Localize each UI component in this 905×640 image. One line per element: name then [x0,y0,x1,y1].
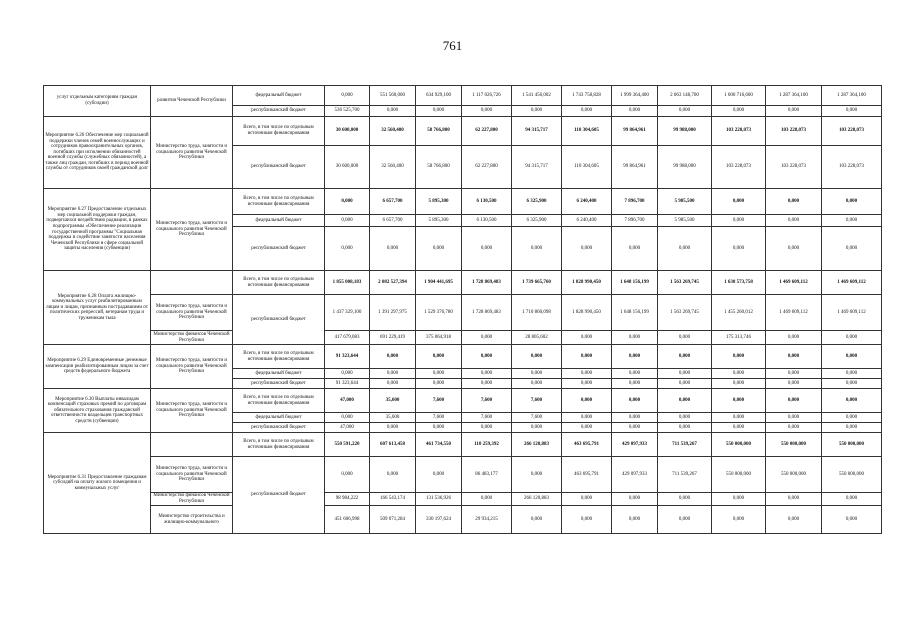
value-cell: 0,000 [612,389,658,413]
source-cell: республиканский бюджет [233,146,325,189]
value-cell: 0,000 [512,457,562,493]
value-cell: 0,000 [658,106,712,117]
value-cell: 1 728 869,483 [462,295,512,331]
value-cell: 1 743 758,828 [562,86,612,106]
value-cell: 0,000 [562,227,612,271]
value-cell: 0,000 [325,369,370,379]
value-cell: 0,000 [416,106,462,117]
executor-cell [151,433,233,457]
value-cell: 0,000 [512,379,562,389]
value-cell: 1 287 364,100 [766,86,822,106]
value-cell: 99 864,961 [612,146,658,189]
value-cell: 6 240,400 [562,215,612,227]
value-cell: 1 563 269,745 [658,295,712,331]
table-row [44,331,882,345]
value-cell: 98 984,222 [325,493,370,506]
table-row [44,457,882,493]
value-cell: 35,600 [370,413,416,423]
value-cell: 0,000 [712,189,766,215]
value-cell: 103 228,073 [712,117,766,146]
value-cell: 550 591,220 [325,433,370,457]
value-cell: 0,000 [766,189,822,215]
value-cell: 0,000 [416,227,462,271]
value-cell: 0,000 [766,423,822,433]
value-cell: 110 259,392 [462,433,512,457]
value-cell: 1 529 376,780 [416,295,462,331]
value-cell: 451 606,998 [325,506,370,534]
value-cell: 0,000 [822,189,882,215]
source-cell: Всего, в том числе по отдельным источникам финансирования [233,271,325,295]
value-cell: 0,000 [512,345,562,369]
value-cell: 1 648 156,199 [612,295,658,331]
value-cell: 0,000 [658,369,712,379]
value-cell: 0,000 [512,106,562,117]
value-cell: 1 710 860,098 [512,295,562,331]
value-cell: 0,000 [712,369,766,379]
source-cell: федеральный бюджет [233,413,325,423]
value-cell: 0,000 [612,369,658,379]
value-cell: 0,000 [712,345,766,369]
value-cell: 94 315,717 [512,146,562,189]
value-cell: 131 536,926 [416,493,462,506]
table-row [44,189,882,215]
value-cell: 0,000 [658,423,712,433]
value-cell: 0,000 [325,457,370,493]
value-cell: 0,000 [612,331,658,345]
value-cell: 0,000 [822,106,882,117]
value-cell: 0,000 [462,106,512,117]
executor-cell: Министерство строительства и жилищно-коммунального [151,506,233,534]
value-cell: 711 539,267 [658,433,712,457]
table-row [44,345,882,369]
value-cell: 6 325,900 [512,189,562,215]
value-cell: 711 539,267 [658,457,712,493]
value-cell: 5 985,500 [658,215,712,227]
value-cell: 5 895,300 [416,215,462,227]
value-cell: 1 469 609,112 [766,295,822,331]
source-cell: Всего, в том числе по отдельным источникам финансирования [233,345,325,369]
value-cell: 0,000 [766,506,822,534]
value-cell: 0,000 [562,389,612,413]
value-cell: 417 679,083 [325,331,370,345]
value-cell: 0,000 [462,369,512,379]
value-cell: 0,000 [512,506,562,534]
value-cell: 32 560,400 [370,117,416,146]
value-cell: 461 734,550 [416,433,462,457]
value-cell: 0,000 [658,389,712,413]
value-cell: 6 325,900 [512,215,562,227]
value-cell: 103 228,073 [766,146,822,189]
value-cell: 0,000 [822,389,882,413]
value-cell: 7,600 [512,413,562,423]
value-cell: 6 130,500 [462,189,512,215]
value-cell: 0,000 [712,227,766,271]
value-cell: 30 600,000 [325,117,370,146]
value-cell: 1 728 869,483 [462,271,512,295]
value-cell: 6 657,700 [370,215,416,227]
value-cell: 0,000 [462,493,512,506]
value-cell: 58 766,800 [416,117,462,146]
table-row [44,433,882,457]
value-cell: 0,000 [512,369,562,379]
value-cell: 1 455 260,012 [712,295,766,331]
table-row [44,295,882,331]
source-cell: республиканский бюджет [233,106,325,117]
source-cell: республиканский бюджет [233,423,325,433]
value-cell: 7,600 [416,389,462,413]
value-cell: 0,000 [712,215,766,227]
value-cell: 1 563 269,745 [658,271,712,295]
value-cell: 6 130,500 [462,215,512,227]
value-cell: 0,000 [512,227,562,271]
value-cell: 0,000 [370,379,416,389]
value-cell: 536 525,700 [325,106,370,117]
value-cell: 0,000 [562,331,612,345]
value-cell: 2 082 527,394 [370,271,416,295]
value-cell: 0,000 [766,331,822,345]
value-cell: 0,000 [370,369,416,379]
value-cell: 0,000 [462,345,512,369]
value-cell: 1 600 716,600 [712,86,766,106]
value-cell: 691 229,419 [370,331,416,345]
value-cell: 0,000 [370,106,416,117]
value-cell: 550 000,000 [712,457,766,493]
source-cell: республиканский бюджет [233,295,325,345]
value-cell: 0,000 [658,493,712,506]
value-cell: 0,000 [766,493,822,506]
value-cell: 0,000 [370,227,416,271]
value-cell: 634 929,100 [416,86,462,106]
value-cell: 463 695,791 [562,433,612,457]
value-cell: 429 097,933 [612,433,658,457]
value-cell: 0,000 [822,379,882,389]
value-cell: 0,000 [562,379,612,389]
value-cell: 110 304,605 [562,117,612,146]
measure-cell: Мероприятие 6.29 Единовременные денежные компенсации реабилитированным лицам за счет средств федерального бюджета [44,345,151,389]
value-cell: 429 097,933 [612,457,658,493]
value-cell: 0,000 [658,413,712,423]
value-cell: 0,000 [822,413,882,423]
value-cell: 0,000 [712,379,766,389]
value-cell: 266 120,883 [512,433,562,457]
value-cell: 0,000 [416,345,462,369]
value-cell: 330 197,624 [416,506,462,534]
executor-cell: Министерство финансов Чеченской Республики [151,331,233,345]
value-cell: 0,000 [766,215,822,227]
value-cell: 0,000 [822,345,882,369]
value-cell: 463 695,791 [562,457,612,493]
value-cell: 0,000 [370,457,416,493]
value-cell: 103 228,073 [712,146,766,189]
value-cell: 6 657,700 [370,189,416,215]
value-cell: 0,000 [822,423,882,433]
value-cell: 0,000 [612,493,658,506]
table-row [44,117,882,146]
executor-cell: Министерство труда, занятости и социального развития Чеченской Республики [151,345,233,389]
value-cell: 103 228,073 [766,117,822,146]
value-cell: 103 228,073 [822,117,882,146]
value-cell: 0,000 [658,227,712,271]
value-cell: 266 120,883 [512,493,562,506]
table-row [44,389,882,413]
source-cell: Всего, в том числе по отдельным источникам финансирования [233,389,325,413]
table-row [44,506,882,534]
value-cell: 35,600 [370,389,416,413]
value-cell: 0,000 [766,379,822,389]
value-cell: 0,000 [462,331,512,345]
source-cell: федеральный бюджет [233,86,325,106]
value-cell: 166 543,174 [370,493,416,506]
value-cell: 0,000 [325,189,370,215]
measure-cell: Мероприятие 6.26 Обеспечение мер социальной поддержки членов семей военнослужащих и сотрудников правоохранительных органов, погибших при исполнении обязанностей военной службы (служебных обязанностей), а также лиц граждан, погибших в период военной службы от сотрудников своей гражданской долг [44,117,151,189]
value-cell: 0,000 [712,423,766,433]
value-cell: 0,000 [325,413,370,423]
source-cell: Всего, в том числе по отдельным источникам финансирования [233,433,325,457]
executor-cell: развития Чеченской Республики [151,86,233,117]
source-cell: федеральный бюджет [233,215,325,227]
value-cell: 0,000 [462,423,512,433]
executor-cell: Министерство труда, занятости и социального развития Чеченской Республики [151,389,233,433]
value-cell: 5 895,300 [416,189,462,215]
value-cell: 1 904 441,695 [416,271,462,295]
value-cell: 0,000 [562,106,612,117]
value-cell: 91 323,644 [325,379,370,389]
executor-cell: Министерство труда, занятости и социального развития Чеченской Республики [151,189,233,271]
value-cell: 99 988,000 [658,146,712,189]
value-cell: 0,000 [562,413,612,423]
value-cell: 0,000 [612,413,658,423]
value-cell: 28 805,602 [512,331,562,345]
value-cell: 607 613,458 [370,433,416,457]
value-cell: 29 934,215 [462,506,512,534]
value-cell: 47,000 [325,389,370,413]
value-cell: 1 630 573,758 [712,271,766,295]
value-cell: 0,000 [416,457,462,493]
value-cell: 0,000 [712,413,766,423]
value-cell: 1 469 609,112 [766,271,822,295]
table-row [44,271,882,295]
value-cell: 99 988,000 [658,117,712,146]
value-cell: 0,000 [658,331,712,345]
value-cell: 0,000 [612,423,658,433]
value-cell: 375 064,918 [416,331,462,345]
value-cell: 0,000 [612,106,658,117]
value-cell: 0,000 [822,227,882,271]
value-cell: 110 304,605 [562,146,612,189]
value-cell: 0,000 [822,331,882,345]
value-cell: 0,000 [562,369,612,379]
value-cell: 0,000 [612,227,658,271]
value-cell: 1 828 990,450 [562,271,612,295]
measure-cell: услуг отдельным категориям граждан (субсидии) [44,86,151,117]
value-cell: 1 828 990,450 [562,295,612,331]
source-cell: федеральный бюджет [233,369,325,379]
value-cell: 91 323,644 [325,345,370,369]
value-cell: 0,000 [462,227,512,271]
measure-cell: Мероприятие 6.27 Предоставление отдельных мер социальной поддержки граждан, подвергшихся воздействию радиации, в рамках подпрограммы «Обеспечение реализации государственной программы "Социальная поддержка и содействие занятости населения Чеченской Республики в сфере социальной защиты населения (субвенции) [44,189,151,271]
value-cell: 1 287 364,100 [822,86,882,106]
value-cell: 551 560,000 [370,86,416,106]
value-cell: 0,000 [766,369,822,379]
value-cell: 0,000 [416,369,462,379]
value-cell: 0,000 [658,345,712,369]
value-cell: 0,000 [416,423,462,433]
value-cell: 1 855 008,183 [325,271,370,295]
source-cell: республиканский бюджет [233,457,325,534]
value-cell: 0,000 [712,506,766,534]
value-cell: 7,600 [462,413,512,423]
executor-cell: Министерство труда, занятости и социального развития Чеченской Республики [151,117,233,189]
value-cell: 0,000 [512,423,562,433]
value-cell: 0,000 [612,379,658,389]
budget-table [43,85,882,534]
value-cell: 1 469 609,112 [822,271,882,295]
value-cell: 0,000 [766,389,822,413]
value-cell: 86 483,177 [462,457,512,493]
value-cell: 1 117 026,726 [462,86,512,106]
value-cell: 0,000 [712,106,766,117]
value-cell: 550 000,000 [766,457,822,493]
value-cell: 7,600 [416,413,462,423]
value-cell: 0,000 [325,227,370,271]
value-cell: 94 315,717 [512,117,562,146]
value-cell: 0,000 [325,215,370,227]
value-cell: 30 600,000 [325,146,370,189]
value-cell: 7,600 [462,389,512,413]
value-cell: 0,000 [416,379,462,389]
value-cell: 7,600 [512,389,562,413]
executor-cell: Министерство финансов Чеченской Республики [151,493,233,506]
value-cell: 0,000 [658,506,712,534]
value-cell: 58 766,800 [416,146,462,189]
source-cell: республиканский бюджет [233,227,325,271]
value-cell: 0,000 [562,345,612,369]
value-cell: 1 437 329,100 [325,295,370,331]
value-cell: 0,000 [562,493,612,506]
table-row [44,493,882,506]
value-cell: 7 896,700 [612,189,658,215]
executor-cell: Министерство труда, занятости и социального развития Чеченской Республики [151,457,233,493]
value-cell: 0,000 [370,423,416,433]
value-cell: 1 541 456,002 [512,86,562,106]
measure-cell: Мероприятие 6.28 Оплата жилищно-коммунальных услуг реабилитированным лицам и лицам, признанным пострадавшими от политических репрессий, ветеранам труда и труженикам тыла [44,271,151,345]
value-cell: 0,000 [766,106,822,117]
value-cell: 0,000 [658,379,712,389]
value-cell: 1 999 364,400 [612,86,658,106]
value-cell: 7 896,700 [612,215,658,227]
value-cell: 175 313,746 [712,331,766,345]
executor-cell: Министерство труда, занятости и социального развития Чеченской Республики [151,295,233,331]
value-cell: 0,000 [712,389,766,413]
source-cell: Всего, в том числе по отдельным источникам финансирования [233,189,325,215]
value-cell: 0,000 [822,506,882,534]
value-cell: 99 864,961 [612,117,658,146]
value-cell: 103 228,073 [822,146,882,189]
value-cell: 0,000 [562,506,612,534]
value-cell: 1 469 609,112 [822,295,882,331]
source-cell: Всего, в том числе по отдельным источникам финансирования [233,117,325,146]
value-cell: 1 391 297,975 [370,295,416,331]
page-number: 761 [442,38,463,53]
value-cell: 6 240,400 [562,189,612,215]
value-cell: 550 000,000 [822,433,882,457]
value-cell: 5 985,500 [658,189,712,215]
value-cell: 0,000 [822,369,882,379]
value-cell: 0,000 [562,423,612,433]
value-cell: 550 000,000 [822,457,882,493]
value-cell: 0,000 [766,345,822,369]
value-cell: 0,000 [612,345,658,369]
value-cell: 1 648 156,199 [612,271,658,295]
executor-cell [151,271,233,295]
value-cell: 0,000 [822,215,882,227]
value-cell: 0,000 [766,413,822,423]
source-cell: республиканский бюджет [233,379,325,389]
value-cell: 32 560,400 [370,146,416,189]
table-row [44,86,882,106]
value-cell: 550 000,000 [712,433,766,457]
measure-cell: Мероприятие 6.31 Предоставление гражданам субсидий на оплату жилого помещения и коммунальных услуг [44,433,151,534]
value-cell: 2 063 148,700 [658,86,712,106]
value-cell: 62 227,800 [462,146,512,189]
value-cell: 509 071,284 [370,506,416,534]
measure-cell: Мероприятие 6.30 Выплаты инвалидам компенсаций страховых премий по договорам обязательного страхования гражданской ответственности владельцев транспортных средств (субвенции) [44,389,151,433]
value-cell: 0,000 [822,493,882,506]
value-cell: 0,000 [712,493,766,506]
value-cell: 0,000 [766,227,822,271]
value-cell: 0,000 [370,345,416,369]
value-cell: 550 000,000 [766,433,822,457]
value-cell: 0,000 [325,86,370,106]
value-cell: 1 739 665,760 [512,271,562,295]
value-cell: 47,000 [325,423,370,433]
value-cell: 62 227,800 [462,117,512,146]
value-cell: 0,000 [612,506,658,534]
value-cell: 0,000 [462,379,512,389]
